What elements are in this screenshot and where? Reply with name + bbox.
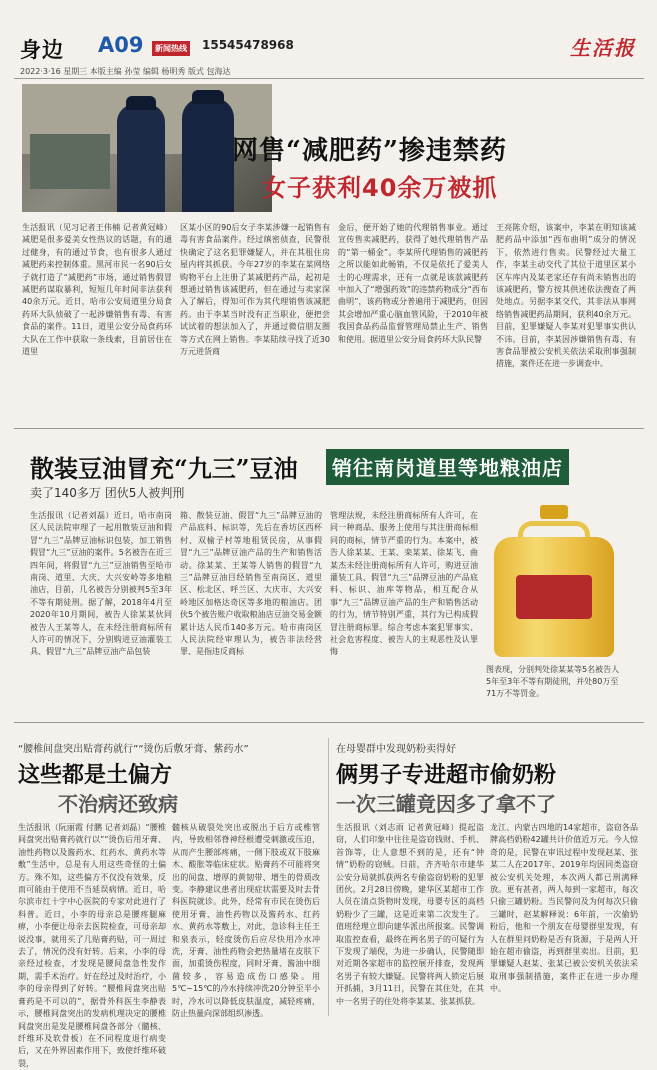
story1-column-3: 金后，便开始了她的代理销售事业。通过宣传售卖减肥药，获得了她代理销售产品的“第一桶金”。李某所代理销售的减肥药之所以能如此畅销，不仅是依托了爱美人士的心理需求，还有一点就是该款减肥药中加入了“增强药效”的违禁药物成分“西布曲明”，该药物或分普遍用于减肥药，但因其会增加严重心脑血管风险，于2010年被我国食品药品监督管理局禁止生产、销售和使用。据道里公安分局食药环大队民警	[338, 223, 488, 344]
story2-column-1: 生活报讯（记者刘磊）近日，哈市南岗区人民法院审理了一起用散装豆油和假冒“九三”品牌豆油标识包装，加工销售假冒“九三”豆油的案件。5名被告在近三四年间，将假冒“九三”豆油销售至哈市南岗、道里、大庆、大兴安岭等多地粮油店，目前，几名被告分别被判5至3年不等有期徒刑。据了解，2018年4月至2020年10月期间，被告人徐某某伙同被告人王某等人，在未经注册商标所有人许可的情况下，分别购进豆油灌装工具、假冒“九三”品牌豆油产品包装	[30, 511, 172, 657]
story2-caption: 图表现，分别判处徐某某等5名被告人5年至3年不等有期徒刑，并处80万至71万不等罚金。	[486, 665, 620, 698]
story1-column-1: 生活报讯（见习记者王伟楠 记者黄冠峰）减肥是很多爱美女性热议的话题，有的通过健身，有的通过节食，也有很多人通过减肥药来控制体重。黑河市民一名90后女子就打造了“减肥药”市场，通过销售假冒减肥药谋取暴利，短短几年时间非法获利40余万元。近日，哈市公安局道里分局食药环大队侦破了一起涉嫌销售有毒、有害食品的案件。11日，道里公安分局食药环大队在工作中获取一条线索，目前居住在道里	[22, 223, 172, 357]
story2-subhead: 卖了140多万 团伙5人被判刑	[30, 486, 185, 500]
story2-tag: 销往南岗道里等地粮油店	[326, 449, 569, 485]
story4-subhead: 一次三罐竟因多了拿不了	[336, 792, 556, 816]
story4-column-1: 生活报讯（刘志雨 记者黄冠峰）提起盗窃，人们印象中往往是盗窃钱财、手机、首饰等，让人意想不到的是，还有“钟情”奶粉的窃贼。日前，齐齐哈尔市建华公安分局就抓获两名专偷盗窃奶粉的犯罪团伙。2月28日傍晚，建华区某超市工作人员在清点货物时发现，母婴专区的高档奶粉少了三罐，这是近来第二次发生了。值班经理立即向建华派出所报案。民警调取监控查看，最终在两名男子的可疑行为下发现了端倪，为进一步确认，民警随即对近期各家超市的监控展开排查，发现两名男子有较大嫌疑。民警将两人锁定后展开抓捕，3月11日，民警在其住处，在其中一名男子的住处将李某某、张某抓获。	[336, 823, 484, 1006]
story1-column-4: 王亮陈介绍，该案中，李某在明知该减肥药品中添加“西布曲明”成分的情况下，依然进行售卖。民警经过大量工作，李某主动交代了其位于道里区某小区车库内及某老家还存有尚未销售出的该减肥药，警方按其供述依法搜查了两处地点。另据李某交代，其非法从事网络销售减肥药品期间，获利40余万元。目前，犯罪嫌疑人李某对犯罪事实供认不讳。目前，李某因涉嫌销售有毒、有害食品罪被公安机关依法采取刑事强制措施，案件还在进一步调查中。	[496, 223, 636, 369]
story2-column-3: 管理法规，未经注册商标所有人许可，在同一种商品、服务上使用与其注册商标相同的商标，情节严重的行为。本案中，被告人徐某某、王某、栾某某、徐某飞、曲某杰未经注册商标所有人许可，购进豆油灌装工具、假冒“九三”品牌豆油的产品底料、标识、油库等物品，相互配合从事“九三”品牌豆油产品的生产和销售活动的行为，情节特别严重，其行为已构成假冒注册商标罪。综合考虑本案犯罪事实、社会危害程度、被告人的主观恶性及认罪悔	[330, 511, 478, 657]
story4-column-2: 龙江、内蒙古四地的14家超市，盗窃各品牌高档奶粉42罐共计价值近万元。今人惊奇的是，民警在审讯过程中发现赵某、张某二人在2017年、2019年均因同类盗窃被公安机关处理，本次两人都已刑满释放。更有甚者，两人每到一家超市，每次只偷三罐奶粉。当民警问及为何每次只偷三罐时，赵某解释说：6年前，一次偷奶粉后，他和一个朋友在母婴群里发现，有人在群里问奶粉是否有货源，于是两人开始在超市偷盗，再到群里卖出。目前，犯罪嫌疑人赵某、张某已被公安机关依法采取刑事强制措施，案件正在进一步办理中。	[490, 823, 638, 994]
story4-headline: 俩男子专进超市偷奶粉	[336, 762, 557, 788]
divider	[14, 428, 644, 429]
story3-column-1: 生活报讯（阮丽霞 付鹏 记者刘磊）“腰椎间盘突出贴膏药就行以”“烫伤后用牙膏、油性药物以及酱药水、红药水、黄药水等敷”生活中，总是有人用这些奇怪的土偏方。殊不知，这些偏方不仅没有效果，反而可能由于使用不当延误病情。近日，哈尔滨市红十字中心医院的专家对此进行了科普。近日，小李的母亲总是腰疼腿麻痹，小李便让母亲去医院检查，可母亲却说没事，就用买了几贴膏药贴，可一周过去了，情况仍没有好转。后来，小李的母亲经过检查，才发现是腰间盘急性发作期，需手术治疗。好在经过及时治疗，小李的母亲得到了好转。“腰椎间盘突出贴膏药是不可以的”，据骨外科医生李静表示，腰椎间盘突出的发病机理决定的腰椎间盘突出是发是腰椎间盘各部分（髓核、纤维环及软骨板）在不同程度退行病变后，又在外界因素作用下，致使纤维环破裂，	[18, 823, 166, 1068]
story1-headline: 网售“减肥药”掺违禁药	[232, 136, 507, 166]
story4-kicker: 在母婴群中发现奶粉卖得好	[336, 744, 456, 755]
soybean-oil-bottle-image	[488, 505, 620, 657]
masthead	[14, 30, 644, 64]
hotline-number: 15545478968	[202, 38, 294, 52]
story2-headline: 散装豆油冒充“九三”豆油	[30, 454, 298, 483]
hotline-label: 新闻热线	[152, 41, 190, 56]
story1-column-2: 区某小区的90后女子李某涉嫌一起销售有毒有害食品案件。经过缜密侦查，民警很快确定了这名犯罪嫌疑人，并在其租住房屋内将其抓获。今年27岁的李某在某网络购物平台上注册了某减肥药产品，起初是想通过销售该减肥药，但在通过与卖家深入了解后，得知可作为其代理销售该减肥药。由于李某当时没有正当职业，便把尝试试着的想法加入了，并通过微信朋友圈等方式在网上销售。李某陆续寻找了近30万元进货商	[180, 223, 330, 357]
story3-column-2: 髓核从破裂处突出或脱出于后方或椎管内，导致相邻脊神经根遭受刺激或压迫，从而产生腰部疼痛，一侧下肢或双下肢麻木、酸胀等临床症状。贴膏药不可能将突出的间盘、增厚的黄韧带、增生的骨质改变。李静建议患者出现症状需要及时去骨科医院就诊。此外，经常有市民在烫伤后使用牙膏、油性药物以及酱药水、红药水、黄药水等敷上，对此，急诊科主任王和泉表示，轻度烫伤后应尽快用冷水冲洗，牙膏、油性药物会把热量堵在皮肤下面，加重烫伤程度，同时牙膏、酱油中细菌较多，容易造成伤口感染。用5℃~15℃的冷水持续冲洗20分钟至半小时，冷水可以降低皮肤温度，减轻疼痛，防止热量向深部组织渗透。	[172, 823, 320, 1019]
story1-subhead: 女子获利40余万被抓	[262, 174, 498, 202]
column-separator	[328, 738, 329, 1016]
page-number: A09	[98, 33, 144, 57]
story3-subhead: 不治病还致病	[58, 792, 178, 816]
story2-column-2: 箱、散装豆油、假冒“九三”品牌豆油的产品底料、标识等，先后在香坊区西杯村、双榆子村等地租赁民房，从事假冒“九三”品牌豆油产品的生产和销售活动。徐某某、王某等人销售的假冒“九三”品牌豆油目经销售至南岗区、道里区、松北区、呼兰区、大庆市、大兴安岭地区加格达奇区等多地的粮油店。团伙5个被告账户收取粮油店豆油交易金额累计达人民币140多万元。哈市南岗区人民法院经审理认为，被告非法经营罪、是指违反商标	[180, 511, 322, 657]
dateline: 2022·3·16 星期三 本版主编 孙莹 编辑 杨明秀 版式 包海达	[20, 67, 231, 76]
newspaper-logo: 生活报	[570, 36, 636, 60]
divider	[14, 722, 644, 723]
section-title: 身边	[20, 37, 64, 62]
story3-kicker: “腰椎间盘突出贴膏药就行”“烫伤后敷牙膏、紫药水”	[18, 744, 249, 755]
story3-headline: 这些都是土偏方	[18, 762, 173, 788]
divider	[14, 78, 644, 79]
